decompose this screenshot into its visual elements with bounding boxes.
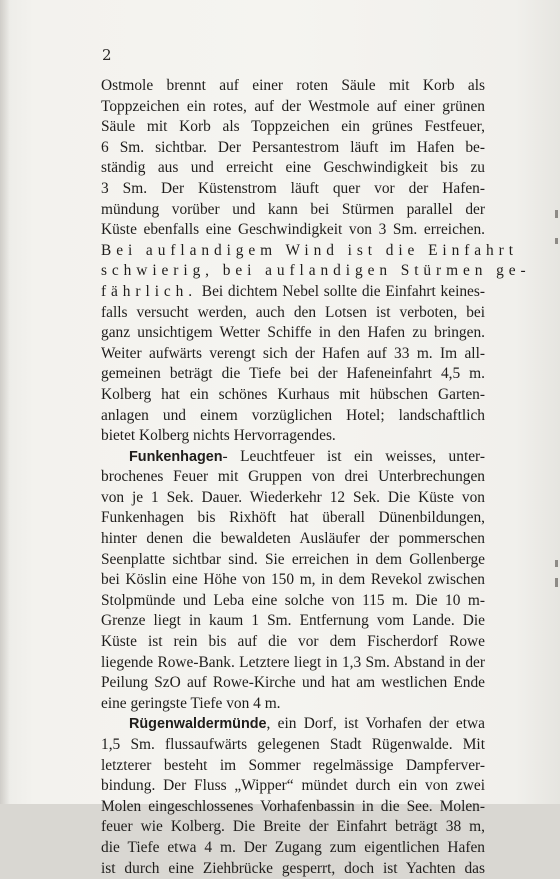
text-line: ist durch eine Ziehbrücke gesperrt, doch ist Yachten das [101, 859, 485, 877]
text-segment: , ein Dorf, ist Vorhafen der etwa [266, 715, 485, 733]
text-line: Peilung SzO auf Rowe-Kirche und hat am westlichen Ende [101, 674, 485, 692]
paragraph-start [101, 447, 485, 468]
text-line: hinter denen die bewaldeten Ausläufer der pommerschen [101, 530, 485, 548]
text-line: bindung. Der Fluss „Wipper“ mündet durch ein von zwei [101, 777, 485, 795]
body-text [101, 76, 531, 879]
text-segment: - Leuchtfeuer ist ein weisses, unter- [222, 447, 485, 465]
text-line: Kolberg hat ein schönes Kurhaus mit hübschen Garten- [101, 385, 485, 403]
edge-mark [555, 578, 558, 587]
text-line: Küste ebenfalls eine Geschwindigkeit von 3 Sm. erreichen. [101, 221, 485, 239]
text-line: letzterer besteht im Sommer regelmässige Dampferver- [101, 756, 485, 774]
text-line: anlagen und einem vorzüglichen Hotel; landschaftlich [101, 406, 485, 424]
text-line: bietet Kolberg nichts Hervorragendes. [101, 427, 336, 445]
text-line: die Tiefe etwa 4 m. Der Zugang zum eigentlichen Hafen [101, 838, 485, 856]
text-line: ständig aus und erreicht eine Geschwindigkeit bis zu [101, 159, 485, 177]
text-line: Ostmole brennt auf einer roten Säule mit Korb als [101, 77, 485, 94]
text-line: gemeinen beträgt die Tiefe bei der Hafeneinfahrt 4,5 m. [101, 365, 485, 383]
text-line: von je 1 Sek. Dauer. Wiederkehr 12 Sek. Die Küste von [101, 488, 485, 506]
page-number: 2 [102, 46, 112, 64]
text-line: Seenplatte sichtbar sind. Sie erreichen in dem Gollenberge [101, 550, 485, 568]
edge-mark [555, 210, 558, 218]
text-line: bei Köslin eine Höhe von 150 m, in dem Revekol zwischen [101, 571, 485, 589]
text-line: fährlich. Bei dichtem Nebel sollte die Einfahrt keines- [101, 282, 485, 300]
text-line: ganz unsichtigem Wetter Schiffe in den Hafen zu bringen. [101, 324, 485, 342]
paragraph-start [101, 714, 485, 735]
text-line: Säule mit Korb als Toppzeichen ein grünes Festfeuer, [101, 118, 485, 136]
text-line: liegende Rowe-Bank. Letztere liegt in 1,3 Sm. Abstand in der [101, 653, 485, 671]
text-line: 3 Sm. Der Küstenstrom läuft quer vor der Hafen- [101, 179, 485, 197]
text-line: 1,5 Sm. flussaufwärts gelegenen Stadt Rügenwalde. Mit [101, 736, 485, 753]
text-line: Küste ist rein bis auf die vor dem Fischerdorf Rowe [101, 633, 485, 651]
edge-mark [555, 238, 558, 244]
edge-mark [555, 560, 558, 567]
spaced-text-line: schwierig, bei auflandigen Stürmen ge- [101, 262, 531, 280]
text-line: feuer wie Kolberg. Die Breite der Einfahrt beträgt 38 m, [101, 818, 485, 836]
text-line: brochenes Feuer mit Gruppen von drei Unterbrechungen [101, 468, 485, 486]
text-line: 6 Sm. sichtbar. Der Persantestrom läuft im Hafen be- [101, 138, 485, 156]
text-line: mündung vorüber und kann bei Stürmen parallel der [101, 200, 485, 218]
spaced-text-segment: fährlich. [101, 282, 198, 300]
text-line: Molen eingeschlossenes Vorhafenbassin in die See. Molen- [101, 797, 485, 815]
spaced-text-line: Bei auflandigem Wind ist die Einfahrt [101, 241, 518, 259]
text-line: falls versucht werden, auch den Lotsen ist verboten, bei [101, 303, 485, 321]
text-line: Stolpmünde und Leba eine solche von 115 m. Die 10 m- [101, 591, 485, 609]
text-line: Toppzeichen ein rotes, auf der Westmole auf einer grünen [101, 97, 485, 115]
place-heading-funkenhagen: Funkenhagen [129, 448, 223, 465]
text-line: Weiter aufwärts verengt sich der Hafen auf 33 m. Im all- [101, 344, 485, 362]
place-heading-ruegenwaldermuende: Rügenwaldermünde [129, 716, 267, 733]
text-line: eine geringste Tiefe von 4 m. [101, 694, 281, 712]
text-line: Funkenhagen bis Rixhöft hat überall Dünenbildungen, [101, 509, 485, 527]
text-line: Grenze liegt in kaum 1 Sm. Entfernung vom Lande. Die [101, 612, 485, 630]
